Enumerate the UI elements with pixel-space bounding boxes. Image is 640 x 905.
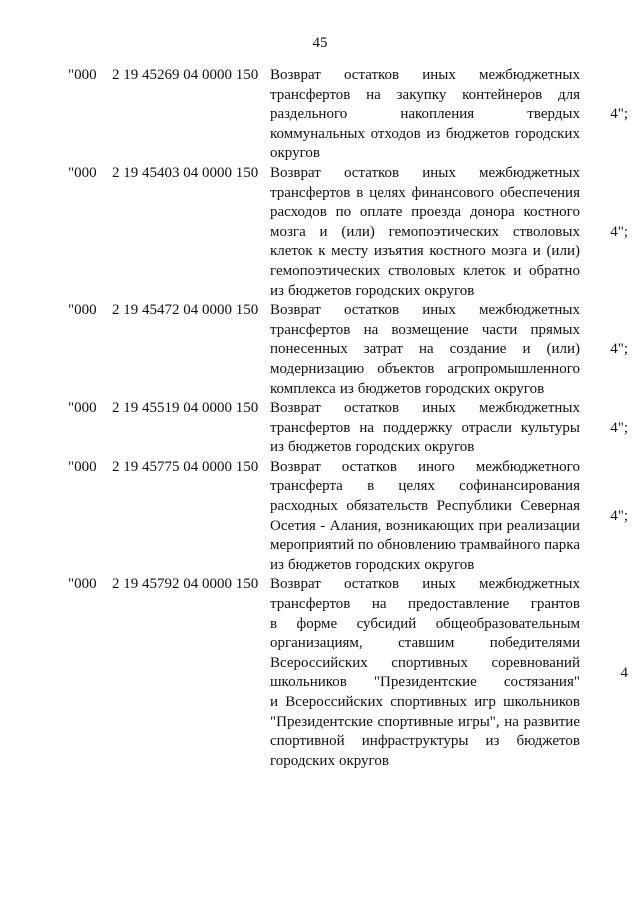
table-row [68, 458, 628, 576]
description-line: гемопоэтических стволовых клеток и обратно [270, 262, 580, 279]
table-row [68, 575, 628, 771]
table-row [68, 399, 628, 458]
column-value: 4"; [610, 106, 628, 123]
admin-code: "000 [68, 458, 97, 475]
budget-classification-code: 2 19 45269 04 0000 150 [112, 67, 259, 83]
description-line: Всероссийских спортивных соревнований [270, 654, 580, 671]
admin-code: "000 [68, 164, 97, 181]
description-line: трансфертов в целях финансового обеспечения [270, 184, 580, 201]
description-line: Возврат остатков иных межбюджетных [270, 302, 580, 319]
description-line: мероприятий по обновлению трамвайного парка [270, 537, 580, 554]
page-number: 45 [312, 35, 328, 51]
description-line: Осетия - Алания, возникающих при реализации [270, 517, 580, 534]
column-value: 4"; [610, 507, 628, 524]
description-line: трансфертов на закупку контейнеров для [270, 86, 580, 103]
budget-classification-code: 2 19 45472 04 0000 150 [112, 302, 259, 319]
description-line: коммунальных отходов из бюджетов городских [270, 125, 580, 142]
description-line: модернизацию объектов агропромышленного [270, 360, 580, 377]
description-line: спортивной инфраструктуры из бюджетов [270, 733, 580, 750]
description [270, 301, 580, 399]
description-line: организациям, ставшим победителями [270, 635, 580, 652]
description-line: Возврат остатков иного межбюджетного [270, 458, 580, 475]
budget-classification-code: 2 19 45792 04 0000 150 [112, 576, 259, 593]
description-line: из бюджетов городских округов [270, 282, 475, 299]
description-line: "Президентские спортивные игры", на развитие [270, 713, 580, 730]
column-value: 4"; [610, 419, 628, 436]
description-line: расходов по оплате проезда донора костного [270, 204, 580, 221]
description-line: мозга и (или) гемопоэтических стволовых [270, 223, 580, 240]
description-line: раздельного накопления твердых [270, 106, 580, 123]
admin-code: "000 [68, 302, 97, 319]
description-line: школьников "Президентские состязания" [270, 674, 580, 691]
description-line: понесенных затрат на создание и (или) [270, 341, 580, 358]
budget-classification-code: 2 19 45403 04 0000 150 [112, 164, 259, 181]
column-value: 4"; [610, 223, 628, 240]
description-line: Возврат остатков иных межбюджетных [270, 164, 580, 181]
description-line: городских округов [270, 752, 389, 769]
budget-classification-code: 2 19 45775 04 0000 150 [112, 458, 259, 475]
budget-classification-code: 2 19 45519 04 0000 150 [112, 400, 259, 417]
budget-code-table [68, 66, 628, 771]
column-value: 4"; [610, 341, 628, 358]
description-line: клеток к месту изъятия костного мозга и (или) [270, 243, 580, 260]
description-line: комплекса из бюджетов городских округов [270, 380, 545, 397]
admin-code: "000 [68, 576, 97, 593]
description [270, 575, 580, 771]
admin-code: "000 [68, 67, 97, 83]
description-line: расходных обязательств Республики Северная [270, 498, 580, 515]
description-line: и Всероссийских спортивных игр школьников [270, 694, 580, 710]
column-value: 4 [620, 664, 628, 681]
description [270, 66, 580, 164]
description [270, 164, 580, 301]
description-line: округов [270, 145, 320, 162]
table-row [68, 164, 628, 301]
description-line: в форме субсидий общеобразовательным [270, 615, 580, 632]
description-line: трансфертов на возмещение части прямых [270, 321, 580, 338]
description-line: из бюджетов городских округов [270, 439, 475, 456]
description-line: Возврат остатков иных межбюджетных [270, 576, 580, 593]
description-line: трансферта в целях софинансирования [270, 478, 580, 495]
description-line: Возврат остатков иных межбюджетных [270, 400, 580, 417]
table-row [68, 301, 628, 399]
description-line: Возврат остатков иных межбюджетных [270, 67, 580, 83]
description [270, 399, 580, 458]
description-line: из бюджетов городских округов [270, 556, 475, 573]
description [270, 458, 580, 576]
description-line: трансфертов на поддержку отрасли культуры [270, 419, 580, 436]
table-row [68, 66, 628, 164]
description-line: трансфертов на предоставление грантов [270, 596, 580, 613]
admin-code: "000 [68, 400, 97, 417]
